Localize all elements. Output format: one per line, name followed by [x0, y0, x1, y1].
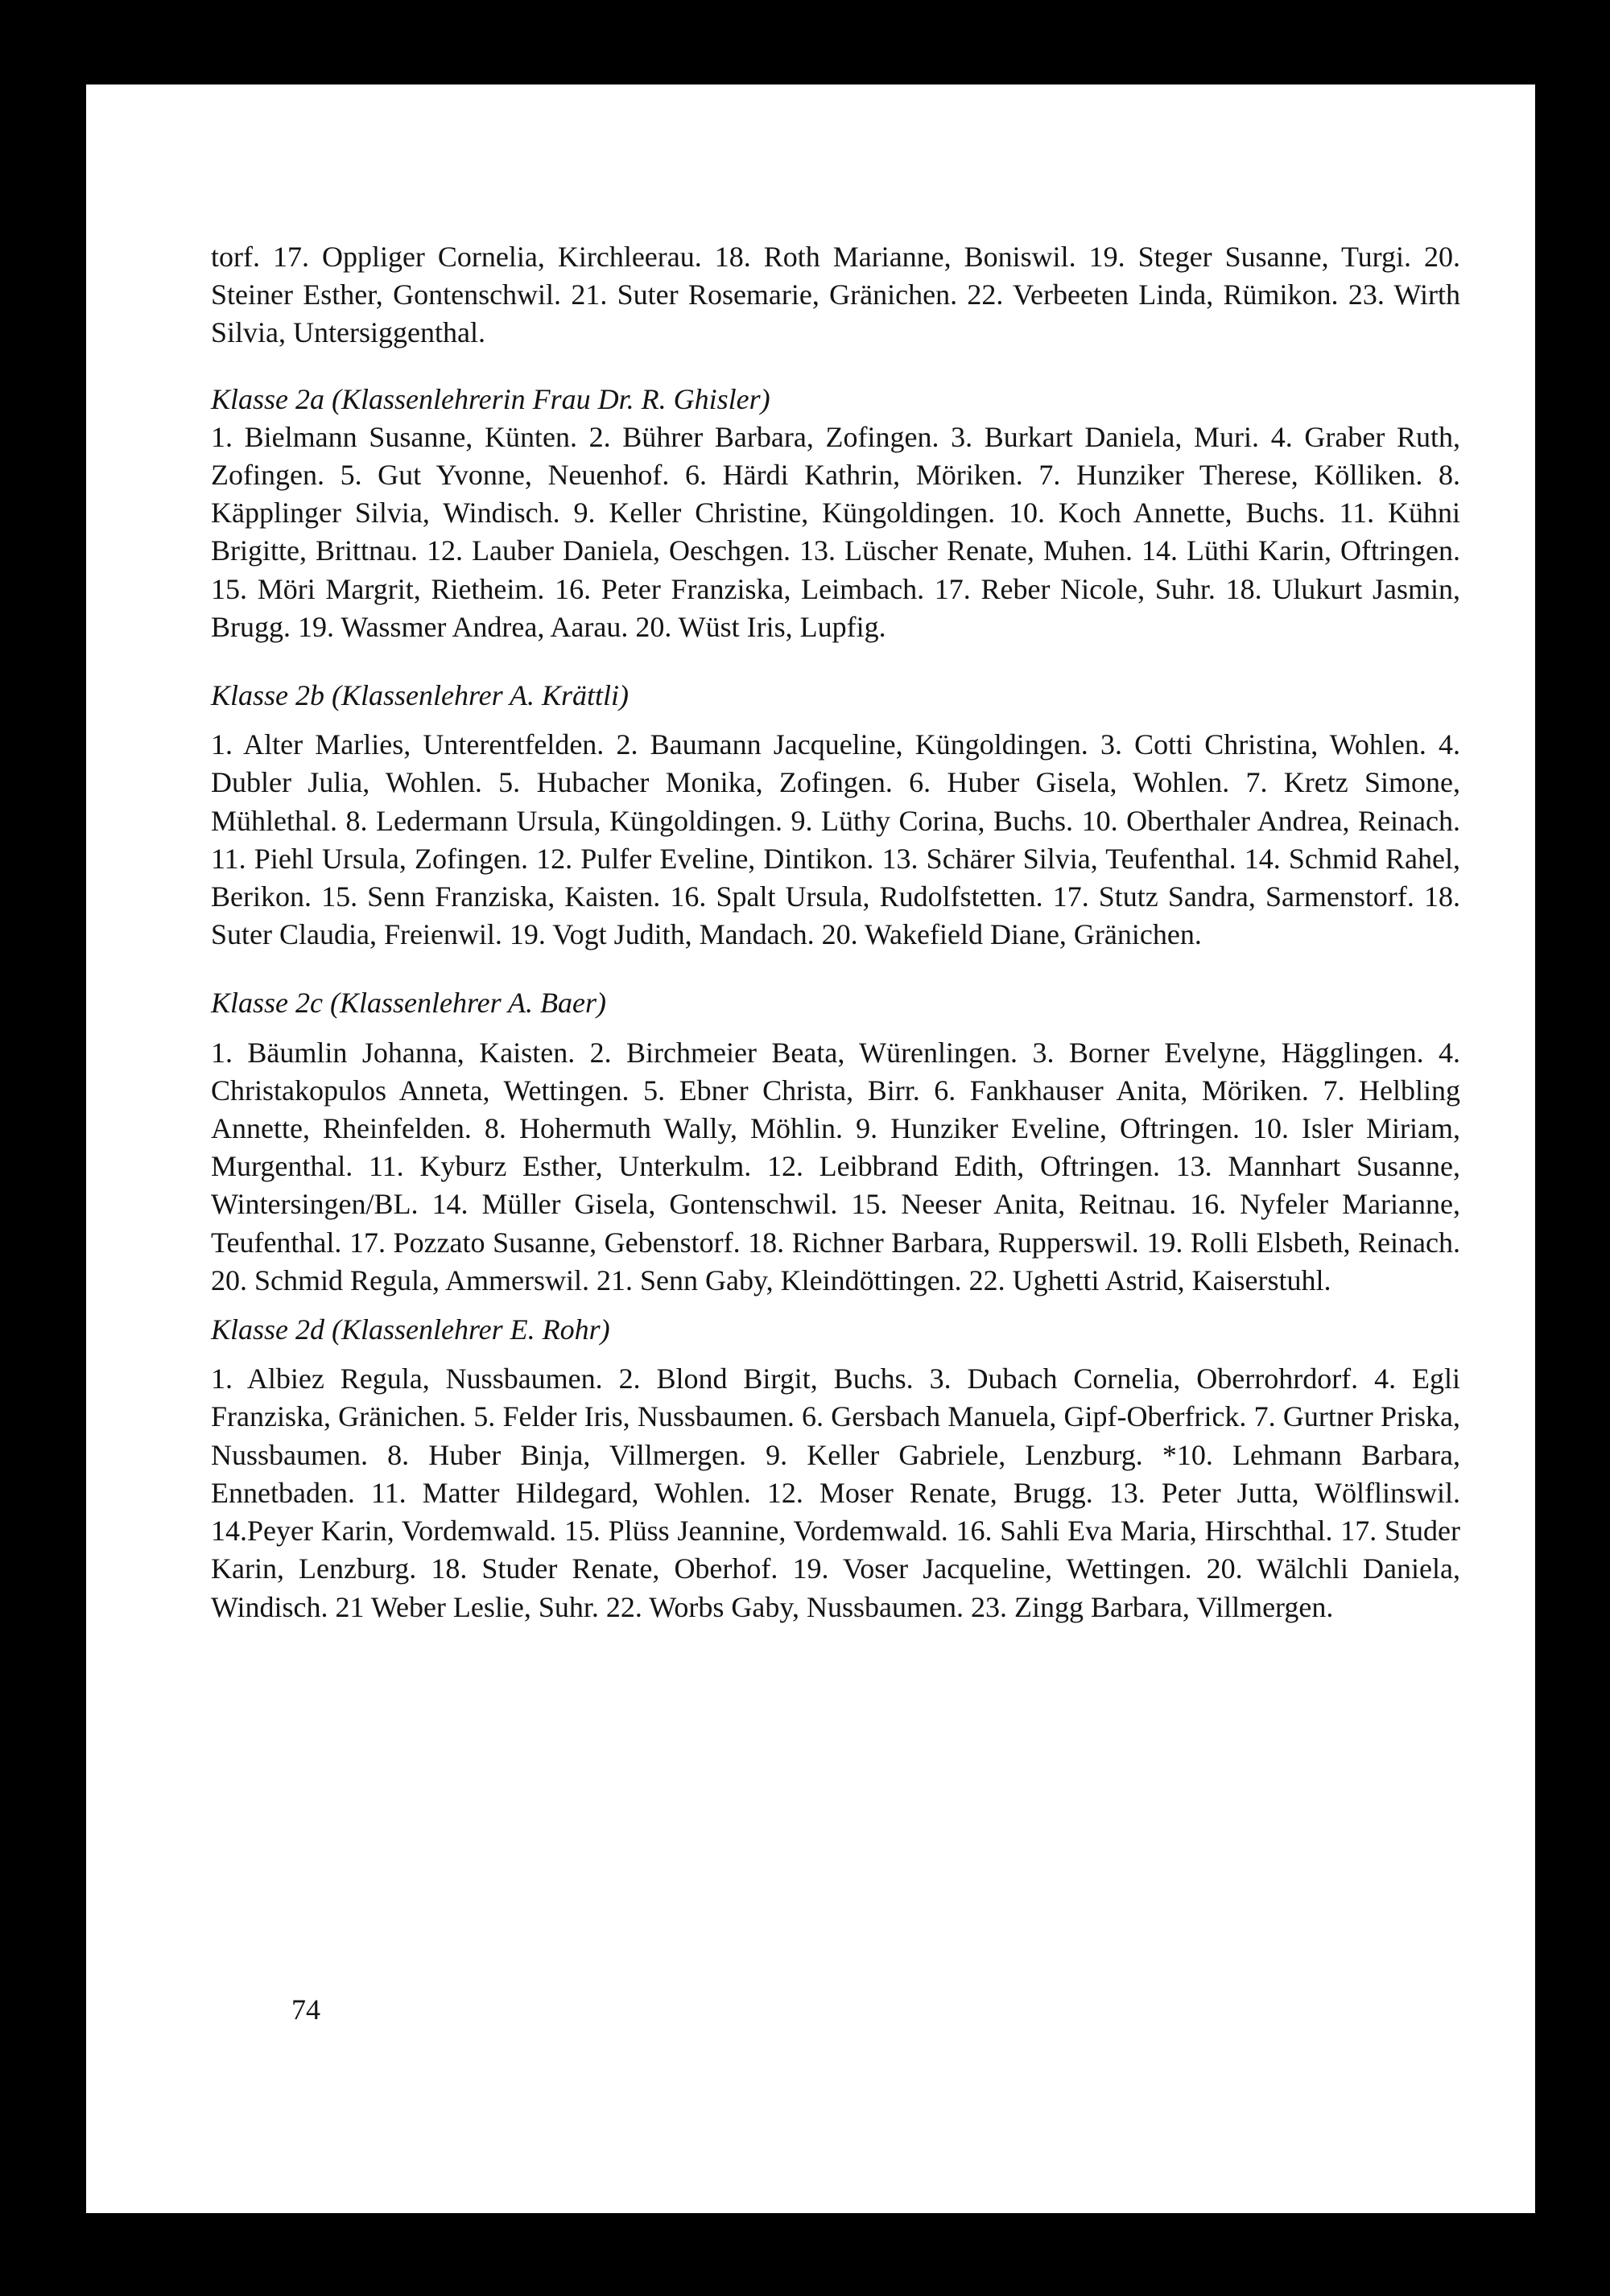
section-heading-2b: Klasse 2b (Klassenlehrer A. Krättli) — [211, 679, 630, 712]
section-text-2c: 1. Bäumlin Johanna, Kaisten. 2. Birchmeier Beata, Würenlingen. 3. Borner Evelyne, Hägglingen. 4. Christakopulos Anneta, Wettingen. 5. Ebner Christa, Birr. 6. Fankhauser Anita, Möriken. 7. Helbling Annette, Rheinfelden. 8. Hohermuth Wally, Möhlin. 9. Hunziker Eveline, Oftringen. 10. Isler Miriam, Murgenthal. 11. Kyburz Esther, Unterkulm. 12. Leibbrand Edith, Oftringen. 13. Mannhart Susanne, Wintersingen/BL. 14. Müller Gisela, Gontenschwil. 15. Neeser Anita, Reitnau. 16. Nyfeler Marianne, Teufenthal. 17. Pozzato Susanne, Gebenstorf. 18. Richner Barbara, Rupperswil. 19. Rolli Elsbeth, Reinach. 20. Schmid Regula, Ammerswil. 21. Senn Gaby, Kleindöttingen. 22. Ughetti Astrid, Kaiserstuhl. — [211, 1036, 1460, 1296]
intro-paragraph: torf. 17. Oppliger Cornelia, Kirchleerau. 18. Roth Marianne, Boniswil. 19. Steger Susanne, Turgi. 20. Steiner Esther, Gontenschwil. 21. Suter Rosemarie, Gränichen. 22. Verbeeten Linda, Rümikon. 23. Wirth Silvia, Untersiggenthal. — [211, 241, 1460, 349]
section-heading-2d: Klasse 2d (Klassenlehrer E. Rohr) — [211, 1313, 610, 1346]
page-number: 74 — [291, 1993, 320, 2026]
section-text-2b: 1. Alter Marlies, Unterentfelden. 2. Baumann Jacqueline, Küngoldingen. 3. Cotti Christina, Wohlen. 4. Dubler Julia, Wohlen. 5. Hubacher Monika, Zofingen. 6. Huber Gisela, Wohlen. 7. Kretz Simone, Mühlethal. 8. Ledermann Ursula, Küngoldingen. 9. Lüthy Corina, Buchs. 10. Oberthaler Andrea, Reinach. 11. Piehl Ursula, Zofingen. 12. Pulfer Eveline, Dintikon. 13. Schärer Silvia, Teufenthal. 14. Schmid Rahel, Berikon. 15. Senn Franziska, Kaisten. 16. Spalt Ursula, Rudolfstetten. 17. Stutz Sandra, Sarmenstorf. 18. Suter Claudia, Freienwil. 19. Vogt Judith, Mandach. 20. Wakefield Diane, Gränichen. — [211, 728, 1460, 951]
section-heading-2c: Klasse 2c (Klassenlehrer A. Baer) — [211, 987, 606, 1020]
section-text-2a: 1. Bielmann Susanne, Künten. 2. Bührer Barbara, Zofingen. 3. Burkart Daniela, Muri. 4. Graber Ruth, Zofingen. 5. Gut Yvonne, Neuenhof. 6. Härdi Kathrin, Möriken. 7. Hunziker Therese, Kölliken. 8. Käpplinger Silvia, Windisch. 9. Keller Christine, Küngoldingen. 10. Koch Annette, Buchs. 11. Kühni Brigitte, Brittnau. 12. Lauber Daniela, Oeschgen. 13. Lüscher Renate, Muhen. 14. Lüthi Karin, Oftringen. 15. Möri Margrit, Rietheim. 16. Peter Franziska, Leimbach. 17. Reber Nicole, Suhr. 18. Ulukurt Jasmin, Brugg. 19. Wassmer Andrea, Aarau. 20. Wüst Iris, Lupfig. — [211, 420, 1460, 643]
document-body — [211, 238, 1460, 1626]
section-text-2d: 1. Albiez Regula, Nussbaumen. 2. Blond Birgit, Buchs. 3. Dubach Cornelia, Oberrohrdorf. 4. Egli Franziska, Gränichen. 5. Felder Iris, Nussbaumen. 6. Gersbach Manuela, Gipf-Oberfrick. 7. Gurtner Priska, Nussbaumen. 8. Huber Binja, Villmergen. 9. Keller Gabriele, Lenzburg. *10. Lehmann Barbara, Ennetbaden. 11. Matter Hildegard, Wohlen. 12. Moser Renate, Brugg. 13. Peter Jutta, Wölflinswil. 14.Peyer Karin, Vordemwald. 15. Plüss Jeannine, Vordemwald. 16. Sahli Eva Maria, Hirschthal. 17. Studer Karin, Lenzburg. 18. Studer Renate, Oberhof. 19. Voser Jacqueline, Wettingen. 20. Wälchli Daniela, Windisch. 21 Weber Leslie, Suhr. 22. Worbs Gaby, Nussbaumen. 23. Zingg Barbara, Villmergen. — [211, 1362, 1460, 1623]
section-heading-2a: Klasse 2a (Klassenlehrerin Frau Dr. R. Ghisler) — [211, 382, 770, 415]
